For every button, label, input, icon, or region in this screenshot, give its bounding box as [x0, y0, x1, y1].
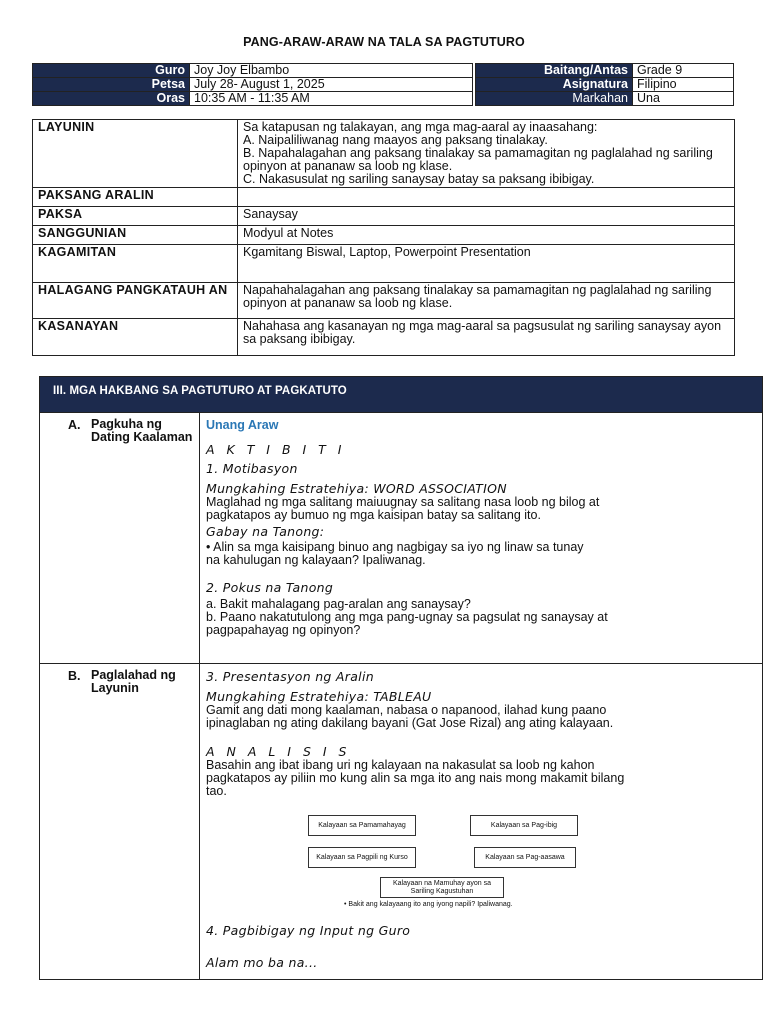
alam-mo-ba-heading: Alam mo ba na... — [206, 955, 318, 970]
section-a-label-cell — [40, 413, 200, 663]
grade-value: Grade 9 — [633, 64, 734, 78]
layunin-label: LAYUNIN — [33, 120, 238, 188]
layunin-a: A. Naipaliliwanag nang maayos ang paksang tinalakay. — [243, 133, 548, 147]
date-value: July 28- August 1, 2025 — [190, 78, 473, 92]
teacher-label: Guro — [33, 64, 190, 78]
sanggunian-label: SANGGUNIAN — [33, 226, 238, 245]
gabay-heading: Gabay na Tanong: — [206, 524, 325, 539]
subject-row — [476, 78, 734, 92]
diagram-question: • Bakit ang kalayaang ito ang iyong napili? Ipaliwanag. — [344, 901, 513, 908]
section-b-row — [40, 663, 762, 979]
quarter-label: Markahan — [476, 92, 633, 106]
procedure-table — [39, 376, 763, 980]
subject-info-table — [475, 63, 734, 106]
pokus-question-b: b. Paano nakatutulong ang mga pang-ugnay sa pagsulat ng sanaysay at pagpapahayag ng opinyon? — [206, 610, 608, 637]
motibasyon-paragraph: Maglahad ng mga salitang maiuugnay sa salitang nasa loob ng bilog at pagkatapos ay bumuo ng mga kaisipan batay sa salitang ito. — [206, 495, 600, 522]
freedom-types-diagram — [308, 810, 588, 920]
layunin-row — [33, 120, 735, 188]
layunin-c: C. Nakasusulat ng sariling sanaysay batay sa paksang ibibigay. — [243, 172, 595, 186]
analisis-heading: A N A L I S I S — [206, 744, 351, 759]
motibasyon-heading: 1. Motibasyon — [206, 461, 298, 476]
objectives-table — [32, 119, 735, 356]
section-b-letter: B. — [68, 669, 81, 683]
day-title: Unang Araw — [206, 418, 279, 432]
section-a-letter: A. — [68, 418, 81, 432]
aktibiti-heading: A K T I B I T I — [206, 442, 346, 457]
paksang-aralin-label: PAKSANG ARALIN — [33, 188, 238, 207]
section-a-label: Pagkuha ng Dating Kaalaman — [91, 417, 193, 444]
analisis-paragraph: Basahin ang ibat ibang uri ng kalayaan na nakasulat sa loob ng kahon pagkatapos ay piliin mo kung alin sa mga ito ang nais mong makamit bilang tao. — [206, 758, 625, 798]
kagamitan-label: KAGAMITAN — [33, 245, 238, 283]
box-pagpili-ng-kurso: Kalayaan sa Pagpili ng Kurso — [308, 847, 416, 868]
halagang-value: Napahahalagahan ang paksang tinalakay sa pamamagitan ng paglalahad ng sariling opinyon at pananaw sa loob ng klase. — [238, 283, 735, 319]
kasanayan-value: Nahahasa ang kasanayan ng mga mag-aaral sa pagsusulat ng sariling sanaysay ayon sa paksang ibibigay. — [238, 319, 735, 356]
document-title: PANG-ARAW-ARAW NA TALA SA PAGTUTURO — [243, 35, 525, 49]
halagang-label: HALAGANG PANGKATAUH AN — [33, 283, 238, 319]
paksa-value: Sanaysay — [238, 207, 735, 226]
time-row — [33, 92, 473, 106]
time-label: Oras — [33, 92, 190, 106]
date-label: Petsa — [33, 78, 190, 92]
grade-row — [476, 64, 734, 78]
box-pag-aasawa: Kalayaan sa Pag-aasawa — [474, 847, 576, 868]
kagamitan-row — [33, 245, 735, 283]
section-a-content — [200, 413, 762, 663]
subject-value: Filipino — [633, 78, 734, 92]
kagamitan-value: Kgamitang Biswal, Laptop, Powerpoint Presentation — [238, 245, 735, 283]
procedure-heading: III. MGA HAKBANG SA PAGTUTURO AT PAGKATUTO — [40, 377, 762, 412]
gabay-question: • Alin sa mga kaisipang binuo ang nagbigay sa iyo ng linaw sa tunay na kahulugan ng kalayaan? Ipaliwanag. — [206, 540, 584, 567]
layunin-content — [238, 120, 735, 188]
pagbibigay-heading: 4. Pagbibigay ng Input ng Guro — [206, 923, 411, 938]
section-a-row — [40, 412, 762, 663]
sanggunian-value: Modyul at Notes — [238, 226, 735, 245]
section-b-label-cell — [40, 664, 200, 979]
paksang-aralin-row — [33, 188, 735, 207]
teacher-row — [33, 64, 473, 78]
section-b-label: Paglalahad ng Layunin — [91, 668, 176, 695]
tableau-paragraph: Gamit ang dati mong kaalaman, nabasa o napanood, ilahad kung paano ipinaglaban ng ating dakilang bayani (Gat Jose Rizal) ang ating kalayaan. — [206, 703, 614, 730]
box-pamamahayag: Kalayaan sa Pamamahayag — [308, 815, 416, 836]
time-value: 10:35 AM - 11:35 AM — [190, 92, 473, 106]
presentasyon-heading: 3. Presentasyon ng Aralin — [206, 669, 374, 684]
grade-label: Baitang/Antas — [476, 64, 633, 78]
layunin-b: B. Napahalagahan ang paksang tinalakay sa pamamagitan ng paglalahad ng sariling opinyon at pananaw sa loob ng klase. — [243, 146, 713, 173]
layunin-intro: Sa katapusan ng talakayan, ang mga mag-aaral ay inaasahang: — [243, 120, 598, 134]
quarter-value: Una — [633, 92, 734, 106]
paksa-label: PAKSA — [33, 207, 238, 226]
pokus-question-a: a. Bakit mahalagang pag-aralan ang sanaysay? — [206, 597, 471, 611]
box-mamuhay: Kalayaan na Mamuhay ayon sa Sariling Kagustuhan — [380, 877, 504, 898]
box-pag-ibig: Kalayaan sa Pag-ibig — [470, 815, 578, 836]
teacher-value: Joy Joy Elbambo — [190, 64, 473, 78]
paksa-row — [33, 207, 735, 226]
subject-label: Asignatura — [476, 78, 633, 92]
estratehiya-tableau: Mungkahing Estratehiya: TABLEAU — [206, 689, 432, 704]
quarter-row — [476, 92, 734, 106]
paksang-aralin-value — [238, 188, 735, 207]
kasanayan-row — [33, 319, 735, 356]
pokus-heading: 2. Pokus na Tanong — [206, 580, 334, 595]
teacher-info-table — [32, 63, 473, 106]
halagang-row — [33, 283, 735, 319]
kasanayan-label: KASANAYAN — [33, 319, 238, 356]
date-row — [33, 78, 473, 92]
sanggunian-row — [33, 226, 735, 245]
estratehiya-word-association: Mungkahing Estratehiya: WORD ASSOCIATION — [206, 481, 507, 496]
section-b-content — [200, 664, 762, 979]
